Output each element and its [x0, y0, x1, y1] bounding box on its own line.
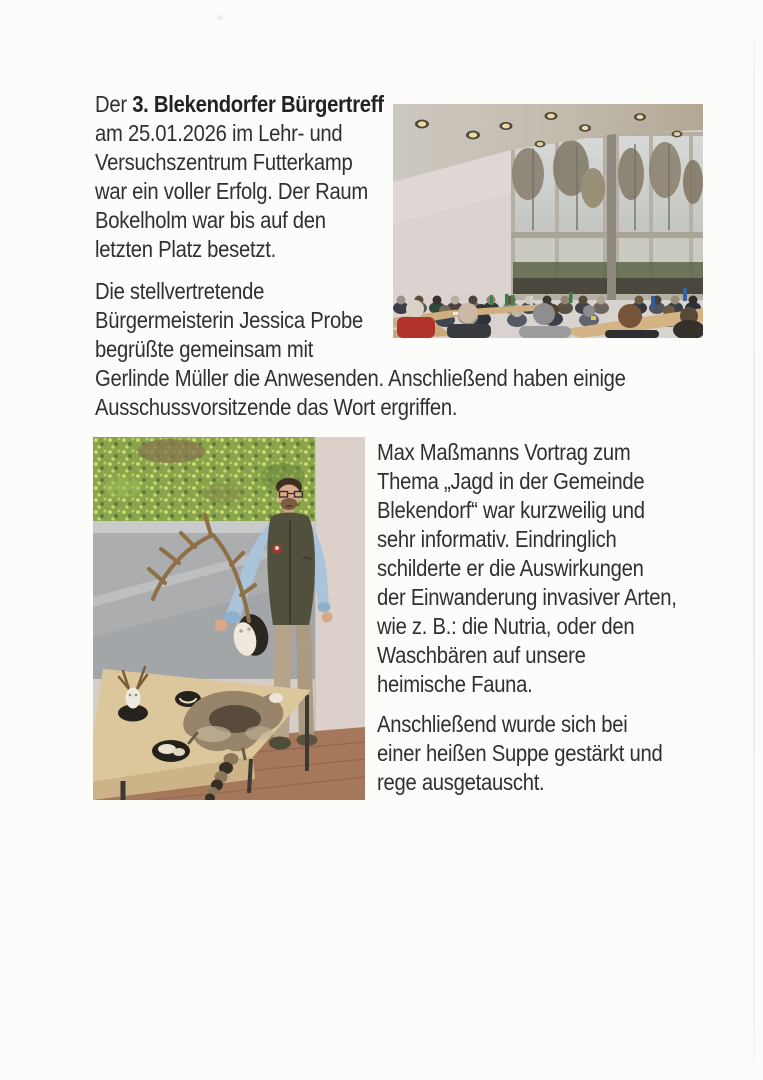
text-line: Ausschussvorsitzende das Wort ergriffen. [95, 394, 458, 420]
paragraph-intro [95, 90, 384, 264]
text-line: begrüßte gemeinsam mit [95, 336, 314, 362]
text-line: Die stellvertretende [95, 278, 265, 304]
photo-lecture-exhibits-art [93, 437, 365, 800]
foliage-backdrop [93, 437, 315, 521]
text-line: Gerlinde Müller die Anwesenden. Anschließend haben einige [95, 365, 626, 391]
text-line: Thema „Jagd in der Gemeinde [377, 468, 645, 494]
text-line: Waschbären auf unsere [377, 642, 586, 668]
text-line: schilderte er die Auswirkungen [377, 555, 644, 581]
text-line [95, 90, 384, 119]
text-line: Max Maßmanns Vortrag zum [377, 439, 631, 465]
paragraph-closing [377, 710, 663, 797]
text-line: am 25.01.2026 im Lehr- und [95, 120, 343, 146]
text-line: Versuchszentrum Futterkamp [95, 149, 353, 175]
window-wall [511, 128, 703, 300]
text-line: rege ausgetauscht. [377, 769, 545, 795]
text-line: letzten Platz besetzt. [95, 236, 276, 262]
intro-lead: Der [95, 91, 133, 117]
paragraph-greeting [95, 277, 626, 422]
text-line: heimische Fauna. [377, 671, 533, 697]
text-line: war ein voller Erfolg. Der Raum [95, 178, 369, 204]
photo-lecture-exhibits [93, 437, 365, 800]
text-line: Bokelholm war bis auf den [95, 207, 326, 233]
text-line: sehr informativ. Eindringlich [377, 526, 617, 552]
intro-bold-title: 3. Blekendorfer Bürgertreff [132, 91, 384, 117]
text-line: einer heißen Suppe gestärkt und [377, 740, 663, 766]
intro-lines [95, 119, 384, 264]
text-line: Anschließend wurde sich bei [377, 711, 628, 737]
scan-artifact-right-edge [753, 40, 755, 1060]
paragraph-lecture [377, 438, 677, 699]
text-line: wie z. B.: die Nutria, oder den [377, 613, 635, 639]
text-line: der Einwanderung invasiver Arten, [377, 584, 677, 610]
scan-artifact-dot [217, 15, 223, 20]
text-line: Blekendorf“ war kurzweilig und [377, 497, 645, 523]
text-line: Bürgermeisterin Jessica Probe [95, 307, 363, 333]
